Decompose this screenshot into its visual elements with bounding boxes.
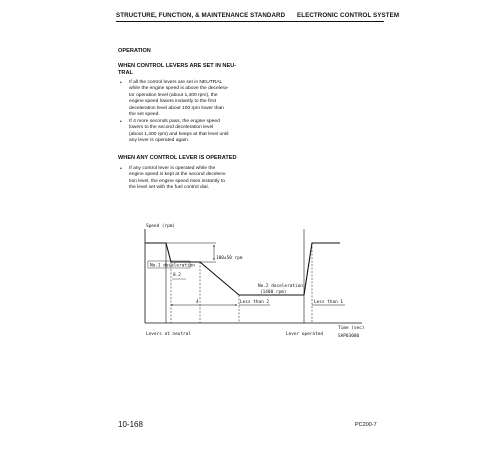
subsection1-bullet2 [129,119,261,145]
text-line: If any control lever is operated while the [129,166,216,171]
subsection1-heading-line1: WHEN CONTROL LEVERS ARE SET IN NEU- [118,63,237,69]
subsection2-bullet1 [129,166,261,192]
header-rule [116,21,384,22]
bullet-glyph: • [120,166,122,172]
bullet-glyph: • [120,119,122,125]
engine-speed-diagram [140,219,370,349]
text-line: lowers to the second deceleration level [129,125,214,131]
label-less-than-1: Less than 1 [314,300,344,305]
text-line: (about 1,400 rpm) and keeps at that level until [129,131,229,137]
header-right-title: ELECTRONIC CONTROL SYSTEM [297,12,400,19]
label-levers-at-neutral: Levers at neutral [146,332,191,337]
label-no1-deceleration: No.1 deceleration [150,263,195,269]
text-line: If all the control levers are set in NEUTRAL [129,80,223,85]
x-axis-label: Time (sec) [338,326,365,331]
text-line: deceleration level about 100 rpm lower than [129,105,224,111]
text-line: the set speed. [129,112,160,118]
label-4sec: 4 [196,300,199,305]
label-no2-line1: No.2 deceleration [258,284,303,289]
label-100rpm: 100±50 rpm [216,256,243,261]
model-code: PC200-7 [355,422,377,428]
label-lever-operated: Lever operated [286,332,324,337]
text-line: the level set with the fuel control dial. [129,185,209,191]
label-less-than-2: Less than 2 [240,300,270,305]
y-axis-label: Speed (rpm) [146,224,176,229]
text-line: engine speed lowers instantly to the first [129,99,216,105]
text-line: If 4 more seconds pass, the engine speed [129,119,220,124]
page-number: 10-168 [118,420,143,429]
header-left-title: STRUCTURE, FUNCTION, & MAINTENANCE STANDARD [116,12,286,19]
label-02: 0.2 [173,273,181,278]
text-line: engine speed is kept at the second decelera- [129,172,227,178]
text-line: tor operation level (about 1,400 rpm), the [129,92,218,98]
section-title: OPERATION [118,48,151,54]
speed-curve [145,243,340,295]
subsection2-heading: WHEN ANY CONTROL LEVER IS OPERATED [118,155,237,161]
text-line: tion level, the engine speed rises instantly to [129,178,225,184]
bullet-glyph: • [120,80,122,86]
figure-code: SAP03080 [338,334,360,339]
subsection1-heading-line2: TRAL [118,70,133,76]
subsection1-bullet1 [129,80,261,118]
label-no2-line2: (1400 rpm) [260,290,287,295]
text-line: any lever is operated again. [129,138,190,144]
text-line: while the engine speed is above the decelera- [129,86,229,92]
